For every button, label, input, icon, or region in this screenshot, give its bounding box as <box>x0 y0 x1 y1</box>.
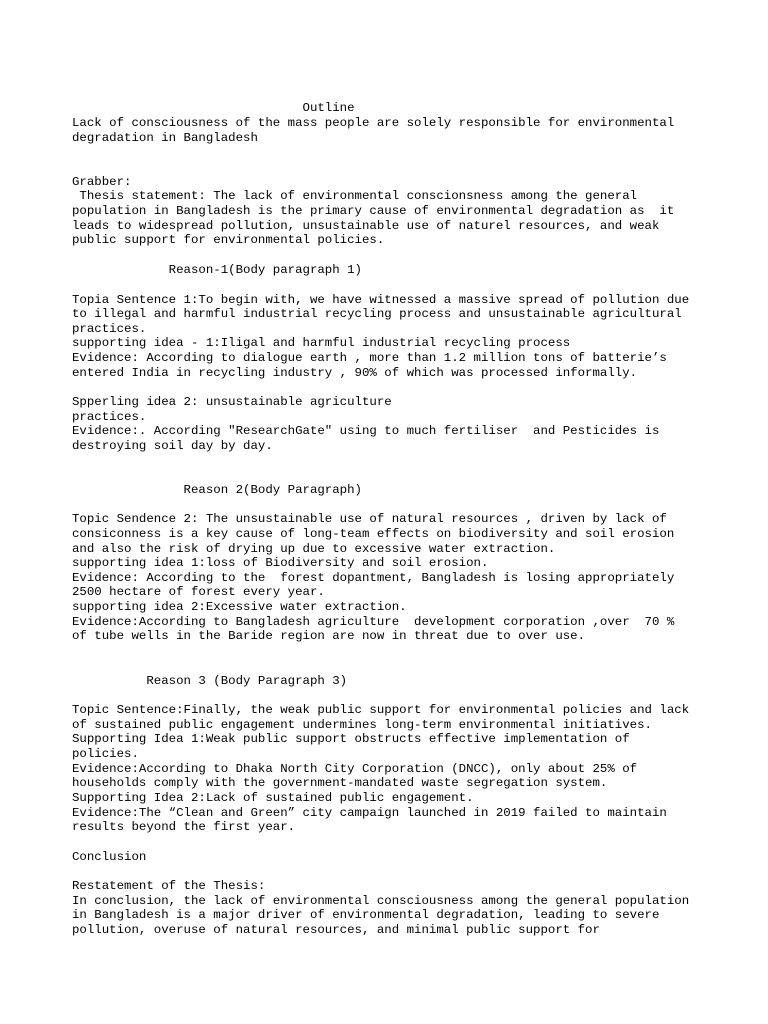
reason-2-heading: Reason 2(Body Paragraph) <box>72 483 362 497</box>
reason-2-idea-1: supporting idea 1:loss of Biodiversity and soil erosion. <box>72 556 489 570</box>
reason-3-heading: Reason 3 (Body Paragraph 3) <box>72 674 348 688</box>
reason-1-evidence-2-line-1: Evidence:. According "ResearchGate" using to much fertiliser and Pesticides is <box>72 424 660 438</box>
reason-2-topic-line-2: consiconness is a key cause of long-team effects on biodiversity and soil erosion <box>72 527 675 541</box>
reason-2-evidence-2-line-2: of tube wells in the Baride region are now in threat due to over use. <box>72 629 586 643</box>
reason-2-topic-line-1: Topic Sendence 2: The unsustainable use of natural resources , driven by lack of <box>72 512 667 526</box>
reason-3-evidence-1-line-2: households comply with the government-mandated waste segregation system. <box>72 776 608 790</box>
reason-3-topic-line-2: of sustained public engagement undermines long-term environmental initiatives. <box>72 718 652 732</box>
reason-3-evidence-2-line-1: Evidence:The “Clean and Green” city campaign launched in 2019 failed to maintain <box>72 806 667 820</box>
reason-1-evidence-2-line-2: destroying soil day by day. <box>72 439 273 453</box>
reason-3-evidence-1-line-1: Evidence:According to Dhaka North City Corporation (DNCC), only about 25% of <box>72 762 638 776</box>
reason-3-idea-2: Supporting Idea 2:Lack of sustained public engagement. <box>72 791 474 805</box>
thesis-line-1: Thesis statement: The lack of environmental conscionsness among the general <box>72 189 638 203</box>
reason-1-topic-line-2: to illegal and harmful industrial recycling process and unsustainable agricultural <box>72 307 682 321</box>
outline-title: Outline <box>72 101 355 115</box>
grabber-label: Grabber: <box>72 175 132 189</box>
topic-line-2: degradation in Bangladesh <box>72 131 258 145</box>
reason-2-evidence-1-line-2: 2500 hectare of forest every year. <box>72 585 325 599</box>
restatement-label: Restatement of the Thesis: <box>72 879 266 893</box>
conclusion-heading: Conclusion <box>72 850 147 864</box>
reason-1-heading: Reason-1(Body paragraph 1) <box>72 263 362 277</box>
topic-line-1: Lack of consciousness of the mass people are solely responsible for environmental <box>72 116 675 130</box>
reason-1-evidence-1-line-2: entered India in recycling industry , 90% of which was processed informally. <box>72 366 638 380</box>
reason-1-topic-line-1: Topia Sentence 1:To begin with, we have witnessed a massive spread of pollution due <box>72 293 690 307</box>
reason-1-evidence-1-line-1: Evidence: According to dialogue earth , more than 1.2 million tons of batterie’s <box>72 351 667 365</box>
reason-1-idea-1: supporting idea - 1:Iligal and harmful industrial recycling process <box>72 336 571 350</box>
reason-3-evidence-2-line-2: results beyond the first year. <box>72 820 296 834</box>
conclusion-line-3: pollution, overuse of natural resources, and minimal public support for <box>72 923 600 937</box>
reason-3-topic-line-1: Topic Sentence:Finally, the weak public support for environmental policies and lack <box>72 703 690 717</box>
reason-2-evidence-1-line-1: Evidence: According to the forest dopantment, Bangladesh is losing appropriately <box>72 571 675 585</box>
conclusion-line-1: In conclusion, the lack of environmental consciousness among the general population <box>72 894 690 908</box>
reason-3-idea-1-line-2: policies. <box>72 747 139 761</box>
reason-1-idea-2-line-1: Spperling idea 2: unsustainable agriculture <box>72 395 392 409</box>
reason-2-topic-line-3: and also the risk of drying up due to excessive water extraction. <box>72 542 556 556</box>
reason-2-evidence-2-line-1: Evidence:According to Bangladesh agriculture development corporation ,over 70 % <box>72 615 675 629</box>
conclusion-line-2: in Bangladesh is a major driver of environmental degradation, leading to severe <box>72 908 660 922</box>
reason-2-idea-2: supporting idea 2:Excessive water extraction. <box>72 600 407 614</box>
thesis-line-4: public support for environmental policies. <box>72 233 385 247</box>
thesis-line-2: population in Bangladesh is the primary cause of environmental degradation as it <box>72 204 675 218</box>
reason-3-idea-1-line-1: Supporting Idea 1:Weak public support obstructs effective implementation of <box>72 732 630 746</box>
reason-1-idea-2-line-2: practices. <box>72 410 147 424</box>
thesis-line-3: leads to widespread pollution, unsustainable use of naturel resources, and weak <box>72 219 660 233</box>
reason-1-topic-line-3: practices. <box>72 322 147 336</box>
